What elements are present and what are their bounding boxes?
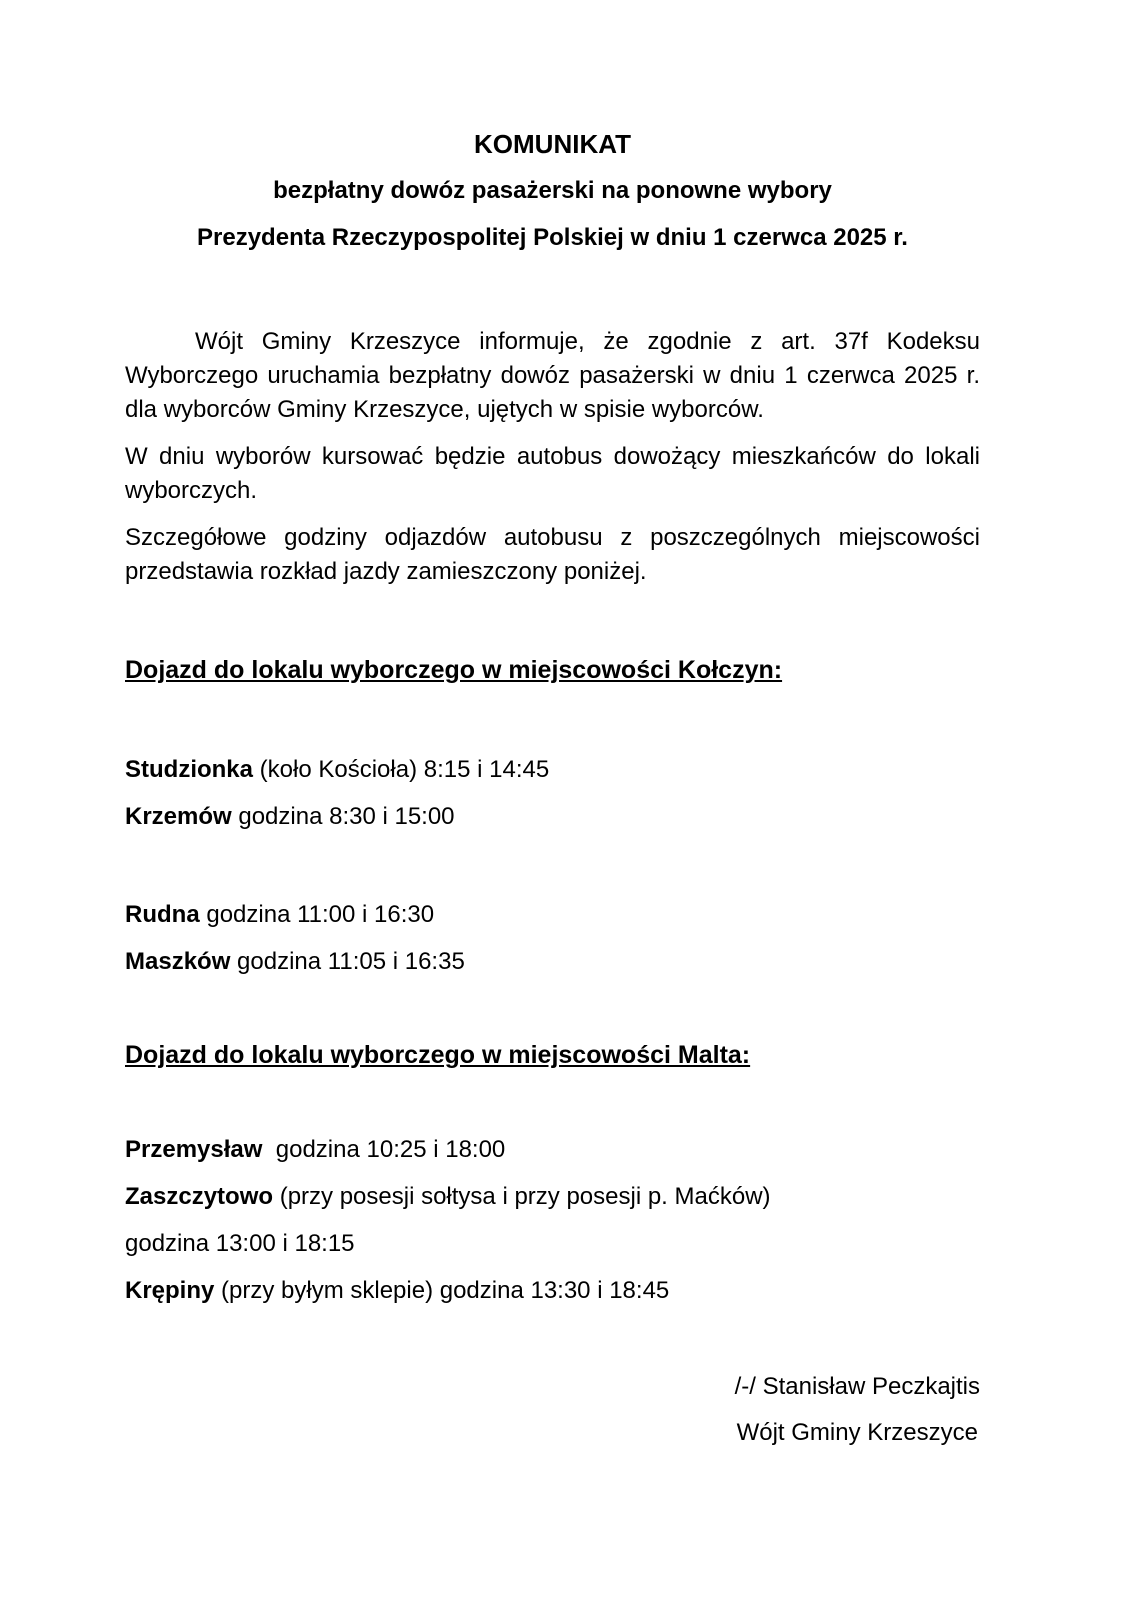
stop-details-studzionka: (koło Kościoła) 8:15 i 14:45 — [253, 756, 550, 783]
schedule-line-studzionka — [125, 753, 980, 787]
intro-paragraph: Wójt Gminy Krzeszyce informuje, że zgodnie z art. 37f Kodeksu Wyborczego uruchamia bezpłatny dowóz pasażerski w dniu 1 czerwca 2025 r. dla wyborców Gminy Krzeszyce, ujętych w spisie wyborców. — [125, 328, 980, 423]
schedule-line-zaszczytowo-times — [125, 1227, 980, 1261]
stop-details-zaszczytowo-times: godzina 13:00 i 18:15 — [125, 1230, 355, 1257]
document-subtitle-line-1: bezpłatny dowóz pasażerski na ponowne wybory — [273, 177, 832, 204]
bus-service-paragraph: W dniu wyborów kursować będzie autobus dowożący mieszkańców do lokali wyborczych. — [125, 443, 980, 504]
stop-name-krzemow: Krzemów — [125, 803, 232, 830]
schedule-line-maszkow — [125, 945, 980, 979]
signature-name: /-/ Stanisław Peczkajtis — [734, 1373, 980, 1400]
schedule-line-krepiny — [125, 1274, 980, 1308]
timetable-note-paragraph: Szczegółowe godziny odjazdów autobusu z poszczególnych miejscowości przedstawia rozkład jazdy zamieszczony poniżej. — [125, 524, 980, 585]
document-title: KOMUNIKAT — [474, 129, 631, 159]
stop-details-zaszczytowo: (przy posesji sołtysa i przy posesji p. Maćków) — [273, 1183, 771, 1210]
stop-details-krepiny: (przy byłym sklepie) godzina 13:30 i 18:45 — [214, 1277, 670, 1304]
signature-block — [735, 1370, 980, 1450]
stop-name-przemyslaw: Przemysław — [125, 1136, 263, 1163]
stop-details-rudna: godzina 11:00 i 16:30 — [199, 901, 435, 928]
stop-details-przemyslaw: godzina 10:25 i 18:00 — [262, 1136, 506, 1163]
stop-name-rudna: Rudna — [125, 901, 200, 928]
schedule-line-przemyslaw — [125, 1133, 980, 1167]
stop-name-zaszczytowo: Zaszczytowo — [125, 1183, 274, 1210]
stop-details-krzemow: godzina 8:30 i 15:00 — [231, 803, 455, 830]
signature-role: Wójt Gminy Krzeszyce — [736, 1419, 978, 1446]
schedule-line-rudna — [125, 898, 980, 932]
document-subtitle-line-2: Prezydenta Rzeczypospolitej Polskiej w dniu 1 czerwca 2025 r. — [197, 224, 908, 251]
stop-name-krepiny: Krępiny — [125, 1277, 215, 1304]
stop-details-maszkow: godzina 11:05 i 16:35 — [230, 948, 465, 975]
schedule-line-krzemow — [125, 800, 980, 834]
section-heading-kolczyn: Dojazd do lokalu wyborczego w miejscowości Kołczyn: — [125, 656, 783, 684]
stop-name-studzionka: Studzionka — [125, 756, 254, 783]
section-heading-malta: Dojazd do lokalu wyborczego w miejscowości Malta: — [125, 1041, 751, 1069]
stop-name-maszkow: Maszków — [125, 948, 231, 975]
schedule-line-zaszczytowo — [125, 1180, 980, 1214]
